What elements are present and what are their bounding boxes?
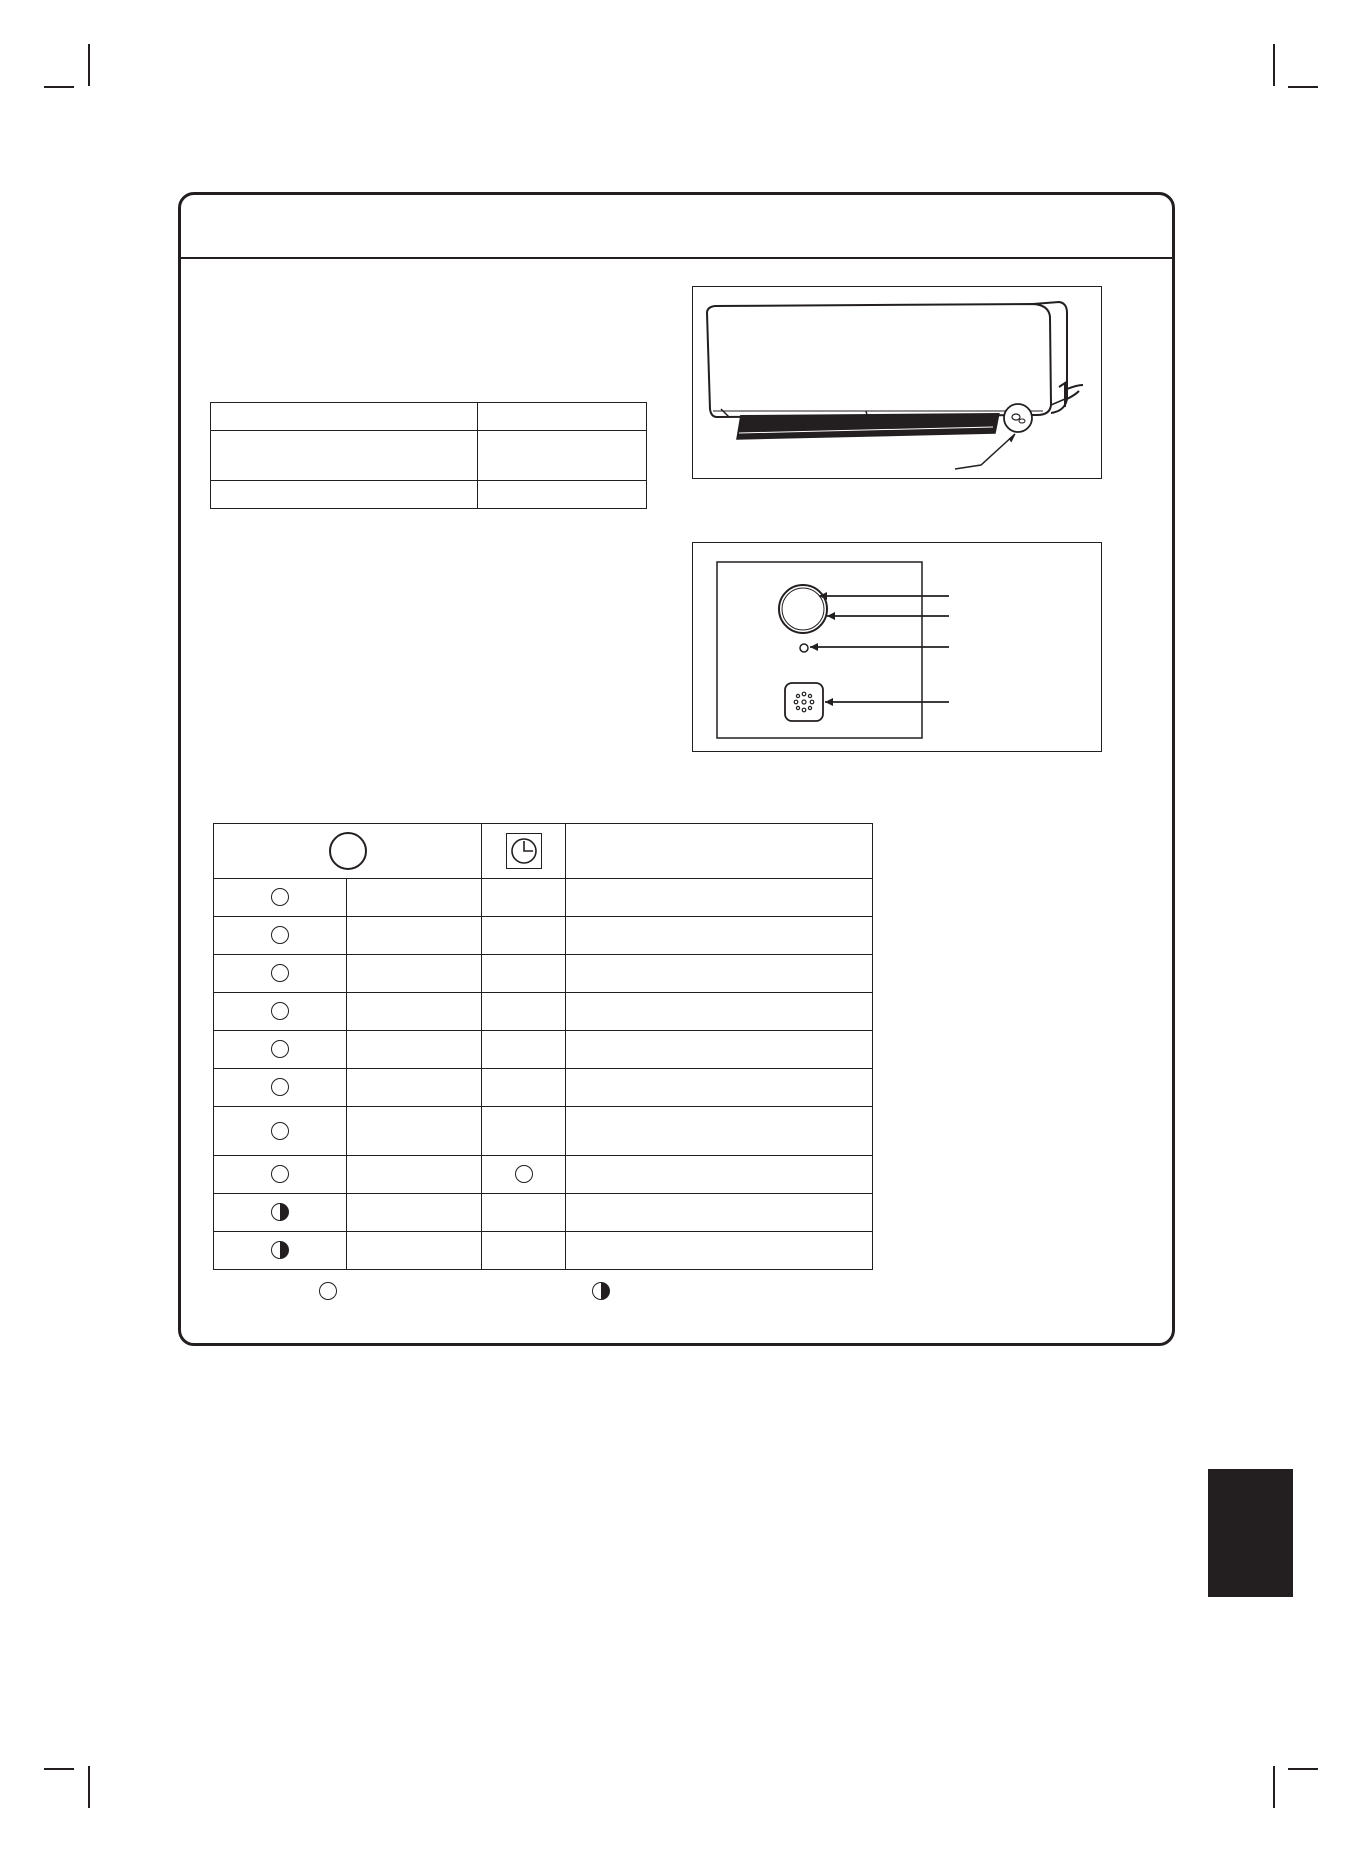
timer-cell bbox=[482, 1156, 566, 1194]
lamp-off-icon bbox=[271, 888, 289, 906]
spec-label bbox=[211, 431, 478, 481]
timer-lamp-off-icon bbox=[515, 1165, 533, 1183]
spec-label bbox=[211, 481, 478, 509]
timer-cell bbox=[482, 993, 566, 1031]
lamp-off-icon bbox=[271, 1002, 289, 1020]
lamp-off-icon bbox=[271, 1078, 289, 1096]
lamp-cell bbox=[214, 1232, 347, 1270]
lamp-header-cell bbox=[214, 824, 482, 879]
lamp-off-icon bbox=[271, 964, 289, 982]
lamp-circle-icon bbox=[319, 1282, 337, 1300]
crop-mark bbox=[88, 1766, 90, 1808]
description-cell bbox=[566, 1194, 873, 1232]
description-cell bbox=[566, 993, 873, 1031]
control-panel-icon bbox=[693, 543, 1100, 750]
lamp-cell bbox=[214, 917, 347, 955]
spec-value bbox=[478, 431, 647, 481]
lamp-cell bbox=[214, 955, 347, 993]
control-panel-figure bbox=[692, 542, 1102, 752]
crop-mark bbox=[88, 44, 90, 86]
state-cell bbox=[347, 993, 482, 1031]
spec-label bbox=[211, 403, 478, 431]
crop-mark bbox=[1288, 86, 1318, 88]
timer-cell bbox=[482, 1107, 566, 1156]
table-row bbox=[214, 993, 873, 1031]
lamp-off-icon bbox=[271, 1040, 289, 1058]
lamp-cell bbox=[214, 1194, 347, 1232]
table-header-row bbox=[214, 824, 873, 879]
state-cell bbox=[347, 879, 482, 917]
description-cell bbox=[566, 1031, 873, 1069]
header-divider bbox=[178, 257, 1175, 259]
state-cell bbox=[347, 1107, 482, 1156]
legend-half bbox=[592, 1282, 610, 1300]
lamp-cell bbox=[214, 1107, 347, 1156]
lamp-cell bbox=[214, 879, 347, 917]
lamp-circle-icon bbox=[329, 832, 367, 870]
table-row bbox=[211, 431, 647, 481]
table-row bbox=[214, 1194, 873, 1232]
lamp-off-icon bbox=[271, 1122, 289, 1140]
lamp-half-icon bbox=[271, 1241, 289, 1259]
description-cell bbox=[566, 955, 873, 993]
timer-header-cell bbox=[482, 824, 566, 879]
table-row bbox=[214, 1232, 873, 1270]
crop-mark bbox=[1288, 1768, 1318, 1770]
timer-cell bbox=[482, 1194, 566, 1232]
crop-mark bbox=[1273, 1766, 1275, 1808]
description-cell bbox=[566, 1069, 873, 1107]
description-cell bbox=[566, 879, 873, 917]
state-cell bbox=[347, 1232, 482, 1270]
state-cell bbox=[347, 1194, 482, 1232]
lamp-cell bbox=[214, 1031, 347, 1069]
lamp-cell bbox=[214, 993, 347, 1031]
table-row bbox=[211, 481, 647, 509]
state-cell bbox=[347, 1156, 482, 1194]
state-cell bbox=[347, 917, 482, 955]
timer-cell bbox=[482, 1232, 566, 1270]
lamp-off-icon bbox=[271, 1165, 289, 1183]
description-cell bbox=[566, 1232, 873, 1270]
timer-clock-icon bbox=[506, 833, 542, 869]
table-row bbox=[214, 955, 873, 993]
indicator-table bbox=[213, 823, 873, 1270]
timer-cell bbox=[482, 1031, 566, 1069]
table-row bbox=[214, 1107, 873, 1156]
lamp-half-icon bbox=[271, 1203, 289, 1221]
state-cell bbox=[347, 955, 482, 993]
table-row bbox=[214, 1069, 873, 1107]
table-row bbox=[214, 1031, 873, 1069]
crop-mark bbox=[1273, 44, 1275, 86]
crop-mark bbox=[44, 1768, 74, 1770]
lamp-cell bbox=[214, 1069, 347, 1107]
description-cell bbox=[566, 1107, 873, 1156]
table-row bbox=[214, 879, 873, 917]
indoor-unit-icon bbox=[693, 287, 1100, 477]
table-row bbox=[214, 917, 873, 955]
lamp-off-icon bbox=[271, 926, 289, 944]
unit-figure bbox=[692, 286, 1102, 479]
spec-value bbox=[478, 403, 647, 431]
spec-table bbox=[210, 402, 647, 509]
table-row bbox=[214, 1156, 873, 1194]
spec-value bbox=[478, 481, 647, 509]
crop-mark bbox=[44, 86, 74, 88]
state-cell bbox=[347, 1069, 482, 1107]
timer-cell bbox=[482, 917, 566, 955]
description-cell bbox=[566, 917, 873, 955]
timer-cell bbox=[482, 1069, 566, 1107]
description-cell bbox=[566, 1156, 873, 1194]
legend-off bbox=[319, 1282, 337, 1300]
state-cell bbox=[347, 1031, 482, 1069]
table-row bbox=[211, 403, 647, 431]
timer-cell bbox=[482, 879, 566, 917]
section-header bbox=[181, 195, 1172, 257]
description-header-cell bbox=[566, 824, 873, 879]
section-side-tab bbox=[1208, 1469, 1293, 1597]
lamp-half-icon bbox=[592, 1282, 610, 1300]
lamp-cell bbox=[214, 1156, 347, 1194]
timer-cell bbox=[482, 955, 566, 993]
